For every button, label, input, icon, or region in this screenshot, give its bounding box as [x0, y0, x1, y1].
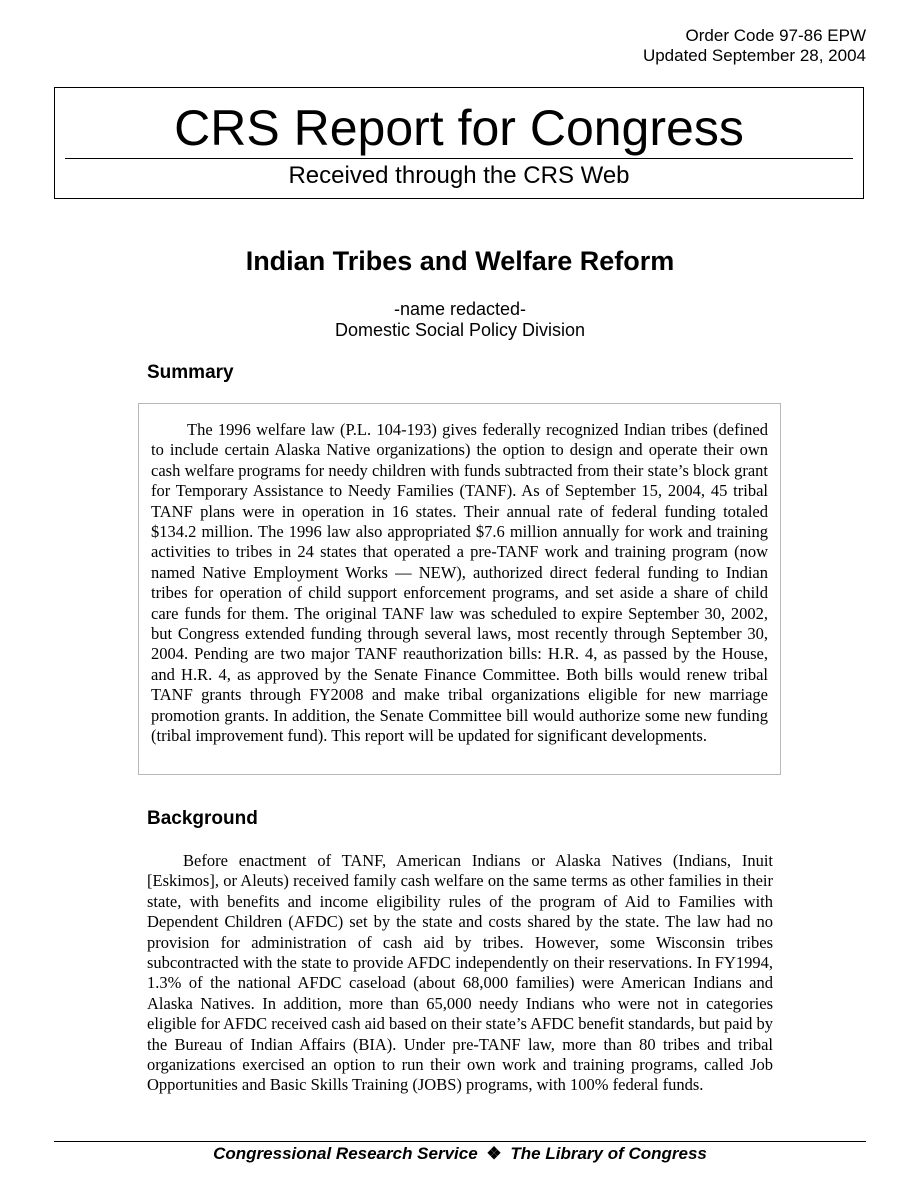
footer-divider: [54, 1141, 866, 1142]
summary-text: The 1996 welfare law (P.L. 104-193) gives federally recognized Indian tribes (defined to include certain Alaska Native organizations) the option to design and operate their own cash welfare programs for needy children with funds subtracted from their state’s block grant for Temporary Assistance to Needy Families (TANF). As of September 15, 2004, 45 tribal TANF plans were in operation in 16 states. Their annual rate of federal funding totaled $134.2 million. The 1996 law also appropriated $7.6 million annually for work and training activities to tribes in 24 states that operated a pre-TANF work and training program (now named Native Employment Works — NEW), authorized direct federal funding to Indian tribes for operation of child support enforcement programs, and set aside a share of child care funds for them. The original TANF law was scheduled to expire September 30, 2002, but Congress extended funding through several laws, most recently through September 30, 2004. Pending are two major TANF reauthorization bills: H.R. 4, as passed by the House, and H.R. 4, as approved by the Senate Finance Committee. Both bills would renew tribal TANF grants through FY2008 and make tribal organizations eligible for new marriage promotion grants. In addition, the Senate Committee bill would authorize some new funding (tribal improvement fund). This report will be updated for significant developments.: [151, 420, 768, 746]
author-block: [0, 299, 920, 341]
report-title: Indian Tribes and Welfare Reform: [245, 246, 675, 276]
footer-publisher: Congressional Research Service: [213, 1144, 478, 1163]
summary-heading: Summary: [147, 362, 234, 383]
banner-subtitle: Received through the CRS Web: [288, 162, 630, 189]
crs-banner: [54, 87, 864, 199]
updated-date: Updated September 28, 2004: [642, 46, 866, 65]
footer: [0, 1143, 920, 1165]
division-name: Domestic Social Policy Division: [334, 320, 586, 340]
footer-library: The Library of Congress: [510, 1144, 707, 1163]
background-paragraph: Before enactment of TANF, American Indians or Alaska Natives (Indians, Inuit [Eskimos], or Aleuts) received family cash welfare on the same terms as other families in their state, with benefits and income eligibility rules of the program of Aid to Families with Dependent Children (AFDC) set by the state and costs shared by the state. The law had no provision for administration of cash aid by tribes. However, some Wisconsin tribes subcontracted with the state to provide AFDC independently on their reservations. In FY1994, 1.3% of the national AFDC caseload (about 68,000 families) were American Indians and Alaska Natives. In addition, more than 65,000 needy Indians who were not in categories eligible for AFDC received cash aid based on their state’s AFDC benefit standards, but paid by the Bureau of Indian Affairs (BIA). Under pre-TANF law, more than 80 tribes and tribal organizations exercised an option to run their own work and training programs, called Job Opportunities and Basic Skills Training (JOBS) programs, with 100% federal funds.: [147, 851, 773, 1095]
order-code: Order Code 97-86 EPW: [685, 26, 866, 45]
background-heading: Background: [147, 808, 258, 829]
order-code-block: [643, 26, 866, 66]
author-name: -name redacted-: [393, 299, 527, 319]
summary-box: [138, 403, 781, 775]
banner-title: CRS Report for Congress: [174, 100, 744, 156]
diamond-separator-icon: ❖: [486, 1144, 502, 1163]
banner-divider: [65, 158, 853, 159]
